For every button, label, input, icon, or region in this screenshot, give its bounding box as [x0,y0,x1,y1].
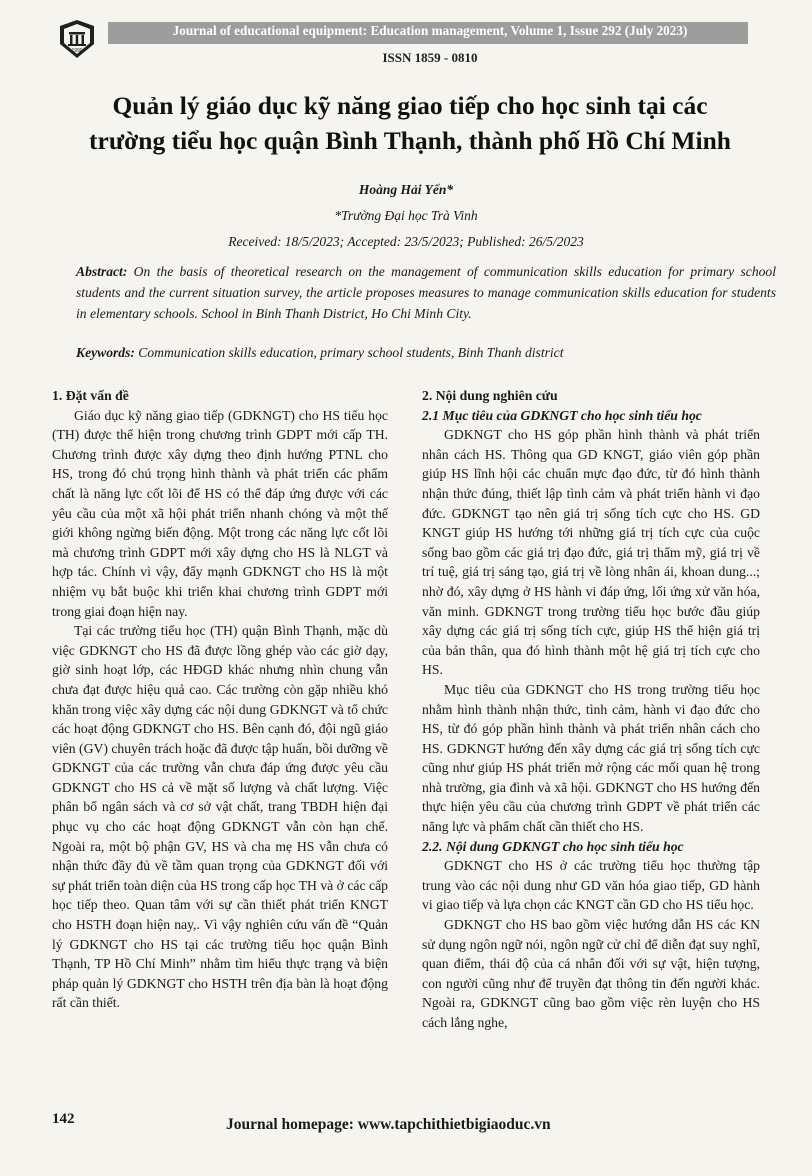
author: Hoàng Hải Yến* [358,182,454,197]
abstract [76,261,776,324]
paragraph: Tại các trường tiểu học (TH) quận Bình Thạnh, mặc dù việc GDKNGT cho HS đã được lồng ghép vào các giờ dạy, giờ sinh hoạt lớp, các HĐGD khác nhưng nhìn chung vẫn chưa đạt được hiệu quả cao. Các trường còn gặp nhiều khó khăn trong việc xây dựng các nội dung GDKNGT và tổ chức các hoạt động GDKNGT cho HS. Bên cạnh đó, đội ngũ giáo viên (GV) chuyên trách hoặc đã được tập huấn, bồi dưỡng về GDKNGT của các trường vẫn chưa đáp ứng được yêu cầu GDKNGT cho HS cả về mặt số lượng và chất lượng. Việc phân bổ ngân sách và cơ sở vật chất, trang TBDH hiện đại phục vụ cho các hoạt động GDKNGT vẫn còn hạn chế. Ngoài ra, một bộ phận GV, HS và cha mẹ HS vẫn chưa có nhận thức đầy đủ về tầm quan trọng của GDKNGT đối với sự phát triển toàn diện của HS trong cấp học TH và ở các cấp học tiếp theo. Quan tâm với sự cần thiết phát triển KNGT cho HSTH đoạn hiện nay,. Vì vậy nghiên cứu vấn đề “Quản lý GDKNGT cho HS tại các trường tiểu học quận Bình Thạnh, TP Hồ Chí Minh” nhằm tìm hiểu thực trạng và biện pháp quản lý GDKNGT cho HSTH trên địa bàn là hoạt động rất cần thiết. [52,623,388,1011]
paragraph: Giáo dục kỹ năng giao tiếp (GDKNGT) cho HS tiểu học (TH) được thể hiện trong chương trình GDPT mới cấp TH. Chương trình được xây dựng theo định hướng PTNL cho HS, trong đó chú trọng hình thành và phát triển các phẩm chất là năng lực cốt lõi để HS có thể đáp ứng được với các yêu cầu của một xã hội phát triển nhanh chóng và một thế giới không ngừng biến động. Một trong các năng lực cốt lõi mà chương trình GDPT mới xây dựng cho HS là NLGT và hợp tác. Chính vì vậy, đẩy mạnh GDKNGT cho HS là một nhiệm vụ bắt buộc khi triển khai chương trình GDPT mới trong giai đoạn hiện nay. [52,407,388,619]
section-heading: 2. Nội dung nghiên cứu [422,388,558,403]
journal-homepage: Journal homepage: www.tapchithietbigiaoduc.vn [226,1116,551,1133]
keywords [76,342,776,363]
subsection-heading: 2.1 Mục tiêu của GDKNGT cho học sinh tiểu học [422,407,702,423]
keywords-label: Keywords: [76,345,135,360]
title-line-2: trường tiểu học quận Bình Thạnh, thành phố Hồ Chí Minh [89,126,731,155]
keywords-text: Communication skills education, primary school students, Binh Thanh district [134,345,564,360]
abstract-text: On the basis of theoretical research on the management of communication skills education for primary school students and the current situation survey, the article proposes measures to manage communication skills education for students in elementary schools. School in Binh Thanh District, Ho Chi Minh City. [76,264,776,321]
paragraph: Mục tiêu của GDKNGT cho HS trong trường tiểu học nhằm hình thành nhận thức, tình cảm, hành vi đạo đức cho HS, từ đó góp phần hình thành và phát triển nhân cách cho HS. GDKNGT hướng đến xây dựng các giá trị sống tích cực cũng như giúp HS phát triển mở rộng các mối quan hệ trong nhà trường, gia đình và xã hội. GDKNGT cho HS hướng đến thực hiện yêu cầu của chương trình GDPT về phát triển các năng lực và phẩm chất cần thiết cho HS. [422,681,760,835]
page-number: 142 [52,1111,75,1127]
abstract-label: Abstract: [76,264,128,279]
paragraph: GDKNGT cho HS ở các trường tiểu học thường tập trung vào các nội dung như GD văn hóa giao tiếp, GD hành vi giao tiếp và lựa chọn các KNGT cần GD cho HS tiểu học. [422,858,760,913]
journal-header: Journal of educational equipment: Education management, Volume 1, Issue 292 (July 2023) [172,23,688,38]
subsection-heading: 2.2. Nội dung GDKNGT cho học sinh tiểu học [422,838,684,854]
left-column [52,386,388,1013]
right-column [422,386,760,1033]
paragraph: GDKNGT cho HS góp phần hình thành và phát triển nhân cách HS. Thông qua GD KNGT, giáo viên góp phần giúp HS lĩnh hội các chuẩn mực đạo đức, từ đó hình thành nhận thức đúng, thiết lập tình cảm và phát triển hành vi đạo đức. GDKNGT tạo nên giá trị sống tích cực cho HS. GD KNGT giúp HS hướng tới những giá trị tích cực của cuộc sống bao gồm các giá trị đạo đức, giá trị thẩm mỹ, giá trị về trí tuệ, giá trị sáng tạo, giá trị về lòng nhân ái, khoan dung...; nhờ đó, xây dựng ở HS hành vi đáp ứng, lối ứng xử văn hóa, văn minh. GDKNGT trong trường tiểu học bước đầu giúp xây dựng các giá trị sống tích cực, giúp HS thể hiện giá trị của bản thân, qua đó hình thành một hệ giá trị tích cực cho HS. [422,427,760,678]
paragraph: GDKNGT cho HS bao gồm việc hướng dẫn HS các KN sử dụng ngôn ngữ nói, ngôn ngữ cử chỉ để diễn đạt suy nghĩ, quan điểm, thái độ của cá nhân đối với sự vật, hiện tượng, con người cũng như để truyền đạt thông tin đến người khác. Ngoài ra, GDKNGT cũng bao gồm việc rèn luyện cho HS cách lắng nghe, [422,917,760,1030]
publication-dates: Received: 18/5/2023; Accepted: 23/5/2023; Published: 26/5/2023 [228,234,584,249]
title-line-1: Quản lý giáo dục kỹ năng giao tiếp cho học sinh tại các [112,91,708,120]
article-title [40,88,780,158]
section-heading: 1. Đặt vấn đề [52,388,129,403]
issn: ISSN 1859 - 0810 [382,50,478,65]
journal-logo [58,18,96,60]
affiliation: *Trường Đại học Trà Vinh [334,208,478,223]
svg-text:1990: 1990 [71,48,83,54]
